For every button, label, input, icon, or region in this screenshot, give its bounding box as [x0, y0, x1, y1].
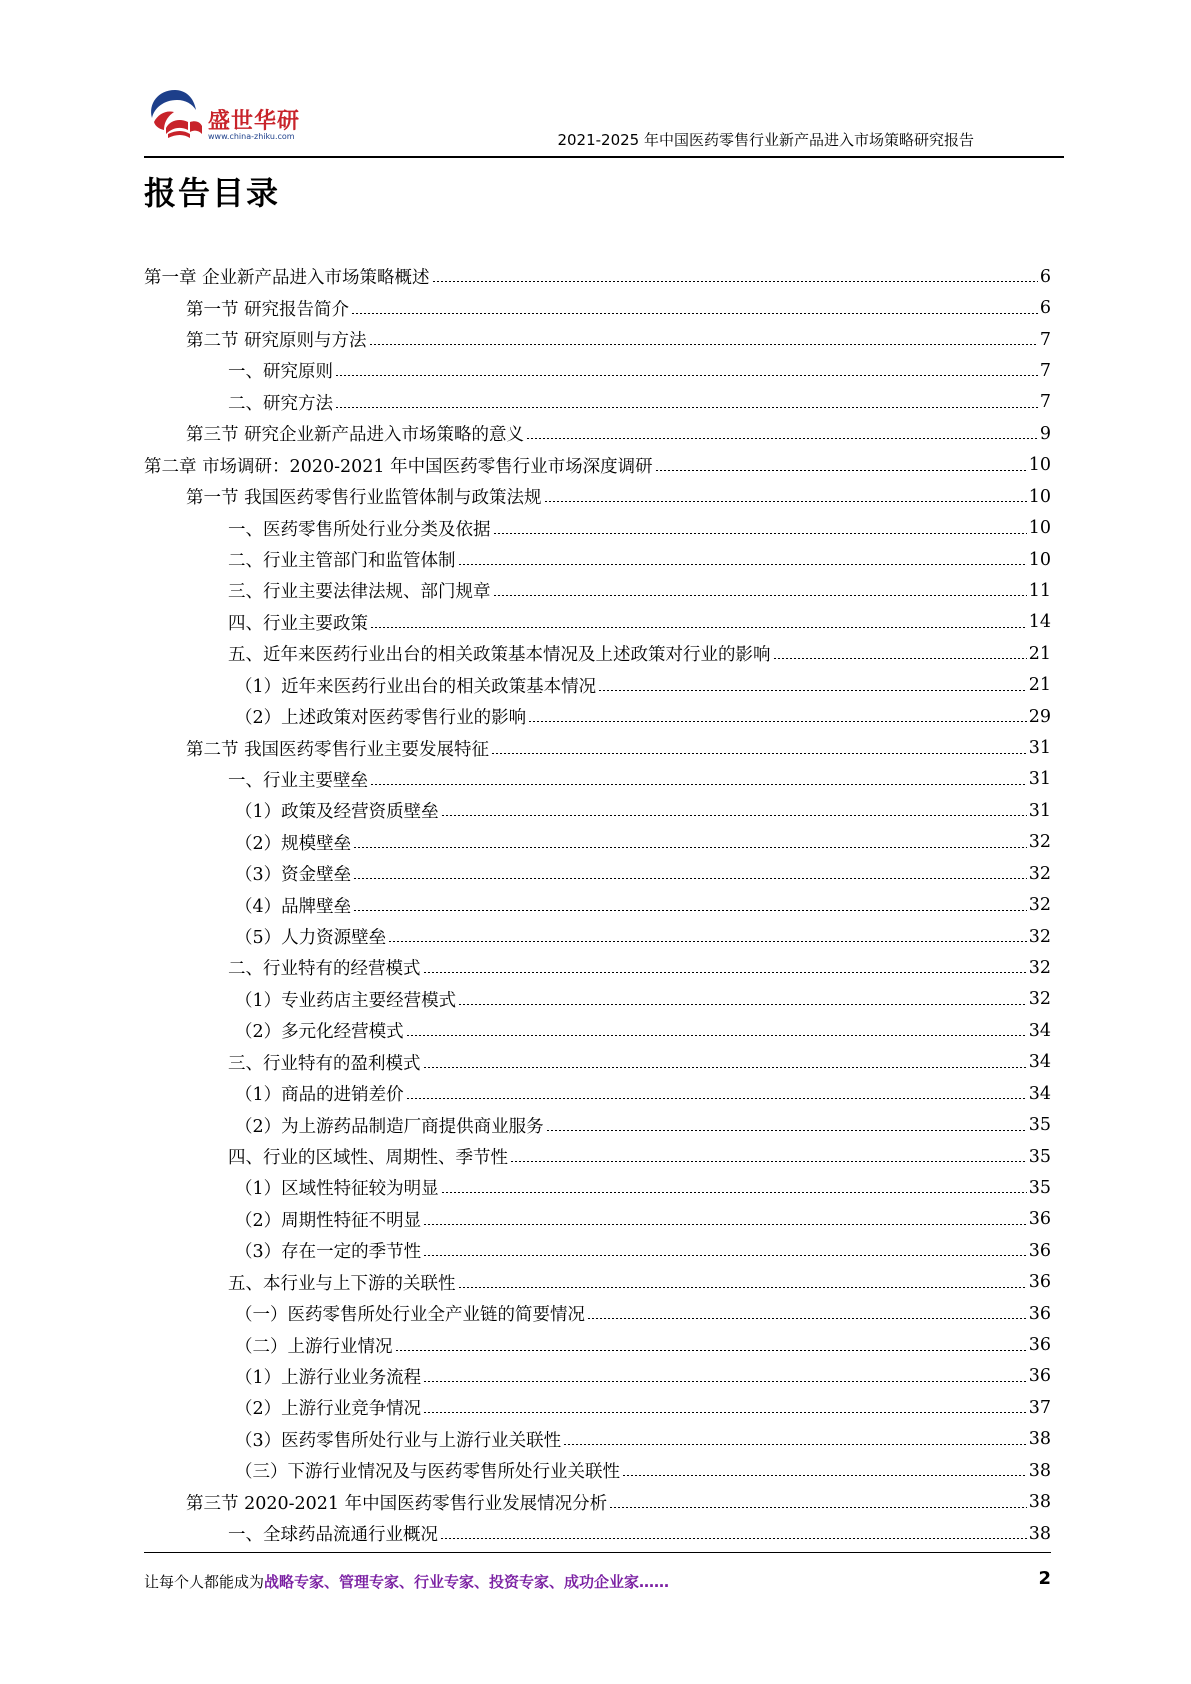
toc-entry-page: 36: [1028, 1303, 1051, 1324]
toc-entry-page: 36: [1028, 1366, 1051, 1387]
toc-entry[interactable]: [144, 638, 1051, 669]
toc-dot-leader: [441, 1192, 1027, 1193]
toc-heading: 报告目录: [144, 174, 281, 212]
toc-entry[interactable]: [144, 292, 1051, 323]
toc-entry-label: （2）周期性特征不明显: [235, 1210, 422, 1231]
toc-dot-leader: [353, 910, 1027, 911]
toc-entry-label: （1）上游行业业务流程: [235, 1367, 422, 1388]
toc-entry[interactable]: [144, 387, 1051, 418]
toc-entry-page: 38: [1028, 1429, 1051, 1450]
toc-entry-page: 38: [1028, 1492, 1051, 1513]
toc-dot-leader: [598, 690, 1027, 691]
toc-entry[interactable]: [144, 1172, 1051, 1203]
report-title: 2021-2025 年中国医药零售行业新产品进入市场策略研究报告: [557, 131, 974, 149]
toc-dot-leader: [544, 501, 1027, 502]
toc-entry-label: 一、研究原则: [228, 362, 333, 383]
toc-dot-leader: [440, 1538, 1027, 1539]
toc-entry-label: （3）资金壁垒: [235, 865, 352, 886]
page-header: [144, 82, 1064, 158]
toc-entry[interactable]: [144, 324, 1051, 355]
toc-dot-leader: [546, 1130, 1027, 1131]
toc-entry-label: （1）区域性特征较为明显: [235, 1179, 439, 1200]
toc-entry-label: 第二节 我国医药零售行业主要发展特征: [186, 739, 490, 760]
toc-entry-label: （2）上述政策对医药零售行业的影响: [235, 708, 527, 729]
toc-dot-leader: [458, 1287, 1027, 1288]
toc-entry-label: （1）政策及经营资质壁垒: [235, 802, 439, 823]
toc-entry-page: 11: [1028, 580, 1051, 601]
toc-entry[interactable]: [144, 795, 1051, 826]
toc-dot-leader: [423, 1224, 1027, 1225]
toc-entry[interactable]: [144, 1015, 1051, 1046]
toc-entry-label: 二、研究方法: [228, 393, 333, 414]
toc-dot-leader: [563, 1444, 1027, 1445]
toc-entry[interactable]: [144, 889, 1051, 920]
toc-entry[interactable]: [144, 261, 1051, 292]
toc-dot-leader: [388, 941, 1027, 942]
toc-entry-page: 34: [1028, 1020, 1051, 1041]
toc-dot-leader: [370, 627, 1027, 628]
toc-dot-leader: [587, 1318, 1027, 1319]
toc-entry-page: 34: [1028, 1052, 1051, 1073]
toc-entry-page: 35: [1028, 1177, 1051, 1198]
toc-dot-leader: [353, 878, 1027, 879]
toc-entry-page: 36: [1028, 1240, 1051, 1261]
toc-entry[interactable]: [144, 952, 1051, 983]
toc-entry[interactable]: [144, 1204, 1051, 1235]
toc-entry[interactable]: [144, 1486, 1051, 1517]
toc-dot-leader: [493, 533, 1027, 534]
toc-entry[interactable]: [144, 764, 1051, 795]
toc-entry-page: 36: [1028, 1272, 1051, 1293]
toc-dot-leader: [441, 815, 1027, 816]
toc-dot-leader: [335, 407, 1038, 408]
toc-dot-leader: [370, 784, 1027, 785]
toc-entry[interactable]: [144, 544, 1051, 575]
toc-dot-leader: [491, 753, 1027, 754]
toc-dot-leader: [526, 438, 1038, 439]
toc-entry[interactable]: [144, 450, 1051, 481]
toc-entry[interactable]: [144, 1392, 1051, 1423]
toc-entry-label: 三、行业主要法律法规、部门规章: [228, 582, 491, 603]
toc-dot-leader: [351, 313, 1038, 314]
toc-entry-page: 31: [1028, 738, 1051, 759]
toc-entry[interactable]: [144, 355, 1051, 386]
toc-entry-label: （3）医药零售所处行业与上游行业关联性: [235, 1430, 562, 1451]
toc-entry[interactable]: [144, 1329, 1051, 1360]
toc-entry-page: 6: [1039, 266, 1051, 287]
toc-entry[interactable]: [144, 921, 1051, 952]
toc-entry-page: 10: [1028, 486, 1051, 507]
brand-logo-icon: [144, 84, 206, 146]
header-divider: [144, 156, 1064, 158]
toc-entry-label: （1）商品的进销差价: [235, 1085, 404, 1106]
toc-entry-page: 37: [1028, 1397, 1051, 1418]
toc-dot-leader: [609, 1507, 1027, 1508]
toc-entry-page: 32: [1028, 926, 1051, 947]
toc-dot-leader: [423, 972, 1027, 973]
brand-url: www.china-zhiku.com: [208, 132, 295, 141]
toc-entry-page: 29: [1028, 706, 1051, 727]
toc-entry-label: （1）专业药店主要经营模式: [235, 990, 457, 1011]
toc-entry-page: 14: [1028, 612, 1051, 633]
toc-entry-label: （一）医药零售所处行业全产业链的简要情况: [235, 1305, 585, 1326]
toc-dot-leader: [510, 1161, 1027, 1162]
toc-entry-page: 32: [1028, 895, 1051, 916]
toc-entry-label: （5）人力资源壁垒: [235, 928, 387, 949]
toc-entry-label: （二）上游行业情况: [235, 1336, 393, 1357]
toc-entry-page: 38: [1028, 1460, 1051, 1481]
toc-dot-leader: [458, 564, 1027, 565]
toc-entry[interactable]: [144, 575, 1051, 606]
toc-dot-leader: [353, 847, 1027, 848]
brand-name: 盛世华研: [208, 109, 301, 134]
toc-entry[interactable]: [144, 481, 1051, 512]
toc-entry-label: （3）存在一定的季节性: [235, 1242, 422, 1263]
toc-entry[interactable]: [144, 1298, 1051, 1329]
toc-entry-page: 6: [1039, 298, 1051, 319]
toc-dot-leader: [423, 1381, 1027, 1382]
toc-entry[interactable]: [144, 858, 1051, 889]
toc-entry-label: 一、全球药品流通行业概况: [228, 1525, 438, 1546]
toc-entry[interactable]: [144, 732, 1051, 763]
toc-entry-page: 10: [1028, 518, 1051, 539]
toc-dot-leader: [622, 1475, 1027, 1476]
toc-entry-page: 32: [1028, 863, 1051, 884]
toc-entry[interactable]: [144, 1455, 1051, 1486]
toc-entry-label: 二、行业特有的经营模式: [228, 959, 421, 980]
toc-dot-leader: [395, 1350, 1027, 1351]
toc-entry-label: 四、行业主要政策: [228, 613, 368, 634]
toc-entry-label: （2）为上游药品制造厂商提供商业服务: [235, 1116, 544, 1137]
toc-entry-page: 38: [1028, 1523, 1051, 1544]
toc-entry-label: 第三节 2020-2021 年中国医药零售行业发展情况分析: [186, 1493, 608, 1514]
toc-entry-label: 五、本行业与上下游的关联性: [228, 1273, 456, 1294]
toc-entry-label: 第一节 研究报告简介: [186, 299, 350, 320]
toc-entry[interactable]: [144, 1235, 1051, 1266]
toc-entry[interactable]: [144, 1518, 1051, 1549]
toc-dot-leader: [369, 344, 1038, 345]
toc-dot-leader: [423, 1255, 1027, 1256]
slogan-prefix: 让每个人都能成为: [144, 1573, 265, 1591]
toc-entry-page: 32: [1028, 989, 1051, 1010]
toc-entry-page: 7: [1039, 360, 1051, 381]
toc-entry-label: 第一章 企业新产品进入市场策略概述: [144, 268, 430, 289]
toc-entry-label: （2）规模壁垒: [235, 833, 352, 854]
toc-entry[interactable]: [144, 984, 1051, 1015]
toc-dot-leader: [458, 1004, 1027, 1005]
toc-entry-page: 9: [1039, 423, 1051, 444]
toc-entry-label: （2）多元化经营模式: [235, 1022, 404, 1043]
toc-dot-leader: [655, 470, 1027, 471]
toc-entry-label: 五、近年来医药行业出台的相关政策基本情况及上述政策对行业的影响: [228, 645, 771, 666]
toc-dot-leader: [406, 1035, 1027, 1036]
toc-entry-page: 35: [1028, 1115, 1051, 1136]
toc-dot-leader: [423, 1412, 1027, 1413]
toc-entry[interactable]: [144, 512, 1051, 543]
toc-entry-page: 36: [1028, 1335, 1051, 1356]
toc-entry-page: 31: [1028, 800, 1051, 821]
toc-entry[interactable]: [144, 1141, 1051, 1172]
toc-dot-leader: [423, 1067, 1027, 1068]
toc-entry-label: 第二章 市场调研：2020-2021 年中国医药零售行业市场深度调研: [144, 456, 653, 477]
slogan-highlight: 战略专家、管理专家、行业专家、投资专家、成功企业家……: [264, 1573, 670, 1591]
toc-entry[interactable]: [144, 1424, 1051, 1455]
toc-dot-leader: [493, 595, 1027, 596]
footer-slogan: [144, 1571, 669, 1592]
toc-entry[interactable]: [144, 827, 1051, 858]
toc-entry-label: 四、行业的区域性、周期性、季节性: [228, 1148, 508, 1169]
toc-entry-page: 21: [1028, 675, 1051, 696]
toc-dot-leader: [432, 281, 1038, 282]
toc-entry-page: 31: [1028, 769, 1051, 790]
toc-dot-leader: [335, 375, 1038, 376]
toc-entry-page: 10: [1028, 455, 1051, 476]
toc-entry-label: （1）近年来医药行业出台的相关政策基本情况: [235, 676, 597, 697]
toc-entry-label: 一、医药零售所处行业分类及依据: [228, 519, 491, 540]
toc-dot-leader: [406, 1098, 1027, 1099]
toc-entry-page: 7: [1039, 392, 1051, 413]
page-number: 2: [1038, 1568, 1051, 1589]
toc-entry-page: 10: [1028, 549, 1051, 570]
footer-divider: [144, 1552, 1051, 1553]
toc-entry-label: 三、行业特有的盈利模式: [228, 1053, 421, 1074]
toc-entry[interactable]: [144, 607, 1051, 638]
toc-dot-leader: [528, 721, 1027, 722]
toc-entry[interactable]: [144, 701, 1051, 732]
toc-entry[interactable]: [144, 1109, 1051, 1140]
toc-entry-label: （2）上游行业竞争情况: [235, 1399, 422, 1420]
toc-entry-label: 二、行业主管部门和监管体制: [228, 551, 456, 571]
toc-entry-page: 36: [1028, 1209, 1051, 1230]
toc-entry-label: 一、行业主要壁垒: [228, 770, 368, 791]
toc-entry-label: 第二节 研究原则与方法: [186, 331, 367, 352]
toc-entry-label: 第三节 研究企业新产品进入市场策略的意义: [186, 425, 525, 446]
toc-entry-page: 32: [1028, 832, 1051, 853]
table-of-contents: [144, 261, 1051, 1549]
toc-entry[interactable]: [144, 418, 1051, 449]
brand-logo: [144, 82, 324, 148]
toc-entry[interactable]: [144, 669, 1051, 700]
toc-entry[interactable]: [144, 1047, 1051, 1078]
toc-entry-label: （三）下游行业情况及与医药零售所处行业关联性: [235, 1462, 620, 1483]
toc-entry-page: 32: [1028, 957, 1051, 978]
toc-entry-page: 34: [1028, 1083, 1051, 1104]
toc-entry[interactable]: [144, 1361, 1051, 1392]
toc-entry-page: 35: [1028, 1146, 1051, 1167]
toc-entry[interactable]: [144, 1267, 1051, 1298]
toc-entry-page: 21: [1028, 643, 1051, 664]
toc-dot-leader: [773, 658, 1027, 659]
toc-entry[interactable]: [144, 1078, 1051, 1109]
toc-entry-label: （4）品牌壁垒: [235, 896, 352, 917]
toc-entry-label: 第一节 我国医药零售行业监管体制与政策法规: [186, 488, 542, 509]
toc-entry-page: 7: [1039, 329, 1051, 350]
